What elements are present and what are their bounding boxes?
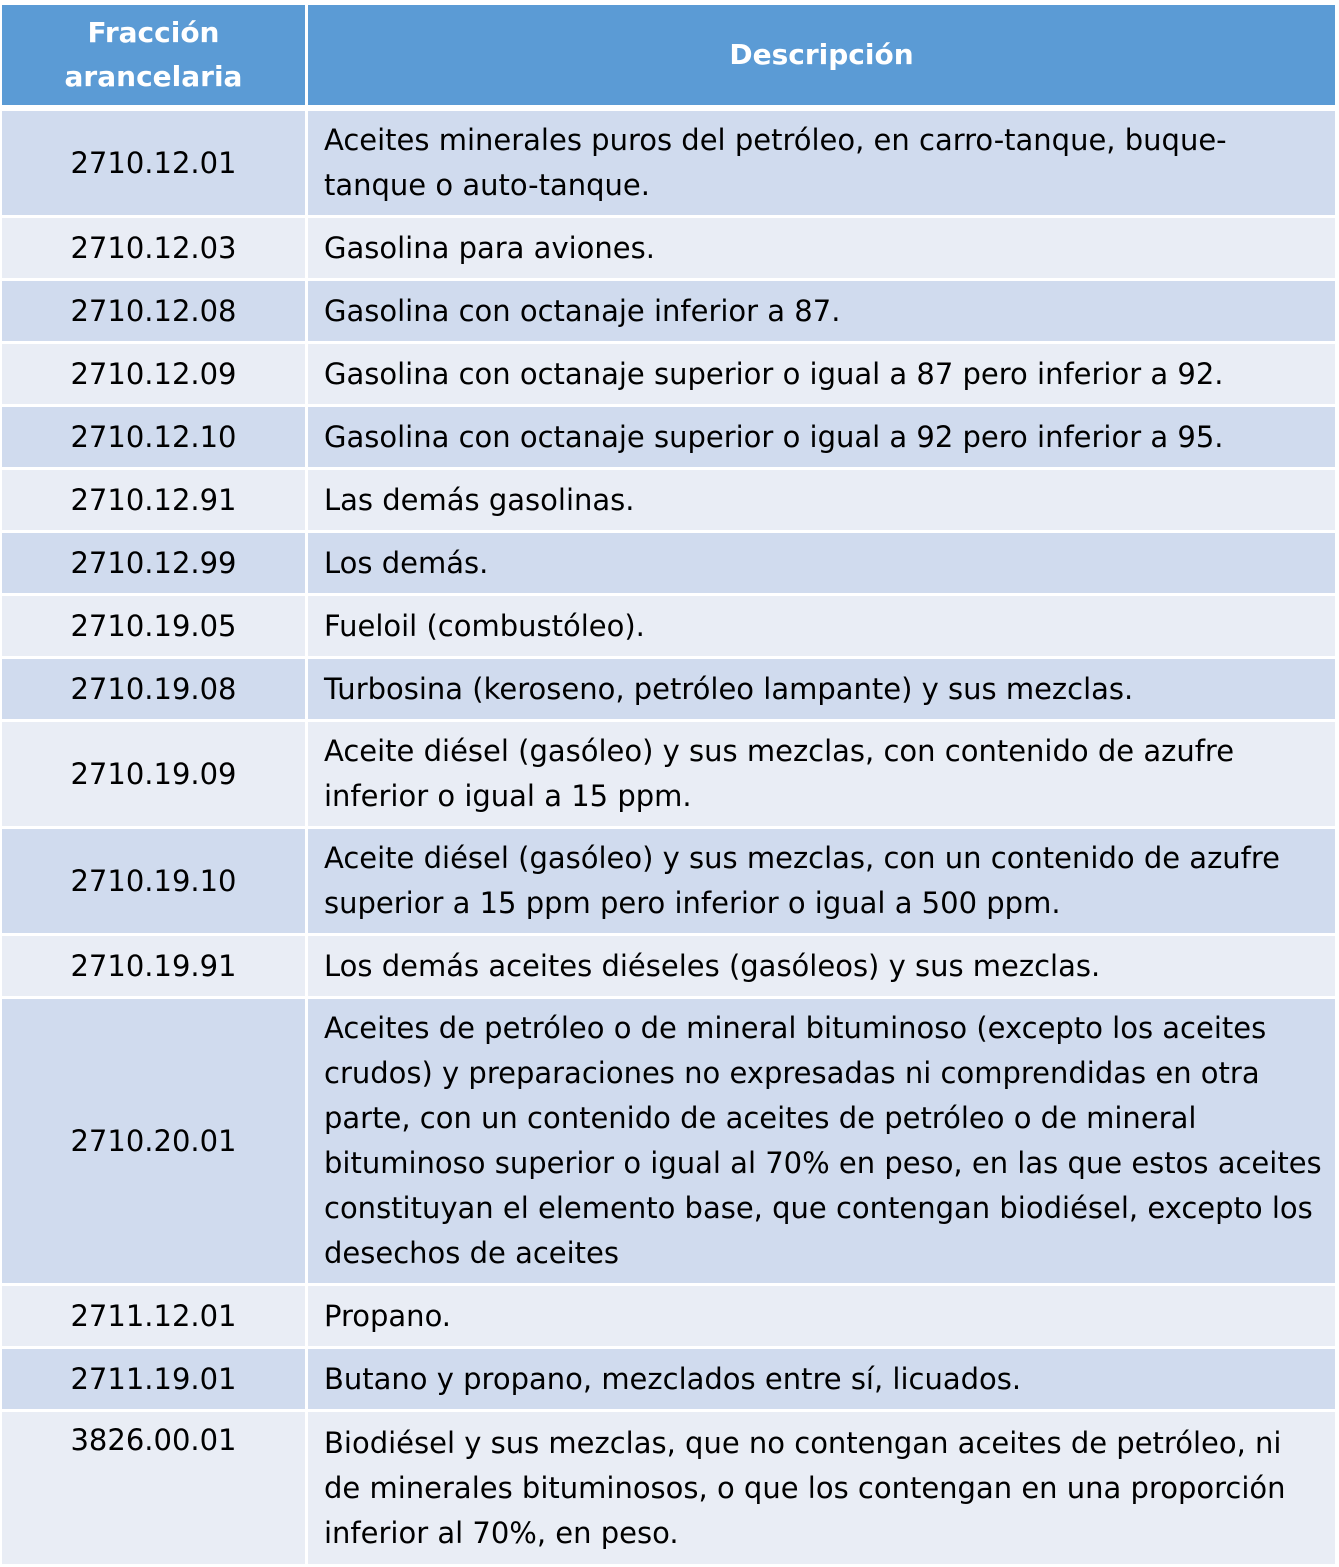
table-row: [2, 407, 1335, 470]
description-cell: Gasolina para aviones.: [308, 218, 1335, 281]
table-row: [2, 936, 1335, 999]
tariff-code-cell: 2711.12.01: [2, 1286, 308, 1349]
table-row: [2, 1286, 1335, 1349]
table-row: [2, 1412, 1335, 1567]
description-cell: Los demás aceites diéseles (gasóleos) y sus mezclas.: [308, 936, 1335, 999]
description-cell: Aceite diésel (gasóleo) y sus mezclas, con contenido de azufre inferior o igual a 15 ppm.: [308, 722, 1335, 829]
tariff-code-cell: 2710.12.91: [2, 470, 308, 533]
table-row: [2, 281, 1335, 344]
tariff-code-cell: 2711.19.01: [2, 1349, 308, 1412]
tariff-code-cell: 2710.19.08: [2, 659, 308, 722]
tariff-code-cell: 2710.12.99: [2, 533, 308, 596]
table-row: [2, 999, 1335, 1286]
table-row: [2, 111, 1335, 218]
description-cell: Aceites de petróleo o de mineral bituminoso (excepto los aceites crudos) y preparaciones no expresadas ni comprendidas en otra parte, con un contenido de aceites de petróleo o de mineral bituminoso superior o igual al 70% en peso, en las que estos aceites constituyan el elemento base, que contengan biodiésel, excepto los desechos de aceites: [308, 999, 1335, 1286]
table-row: [2, 722, 1335, 829]
tariff-code-cell: 2710.12.03: [2, 218, 308, 281]
column-header-fraccion: Fracción arancelaria: [2, 5, 308, 111]
tariff-code-cell: 2710.19.10: [2, 829, 308, 936]
table-row: [2, 829, 1335, 936]
description-cell: Las demás gasolinas.: [308, 470, 1335, 533]
table-row: [2, 659, 1335, 722]
table-row: [2, 470, 1335, 533]
description-cell: Aceites minerales puros del petróleo, en carro-tanque, buque-tanque o auto-tanque.: [308, 111, 1335, 218]
tariff-code-cell: 2710.19.05: [2, 596, 308, 659]
description-cell: Gasolina con octanaje inferior a 87.: [308, 281, 1335, 344]
description-cell: Fueloil (combustóleo).: [308, 596, 1335, 659]
tariff-code-cell: 2710.12.09: [2, 344, 308, 407]
table-header-row: [2, 5, 1335, 111]
tariff-code-cell: 3826.00.01: [2, 1412, 308, 1567]
tariff-code-cell: 2710.20.01: [2, 999, 308, 1286]
tariff-table: [2, 5, 1335, 1567]
table-row: [2, 533, 1335, 596]
tariff-code-cell: 2710.19.09: [2, 722, 308, 829]
description-cell: Biodiésel y sus mezclas, que no contengan aceites de petróleo, ni de minerales bituminosos, o que los contengan en una proporción inferior al 70%, en peso.: [308, 1412, 1335, 1567]
description-cell: Turbosina (keroseno, petróleo lampante) y sus mezclas.: [308, 659, 1335, 722]
table-row: [2, 596, 1335, 659]
tariff-table-container: [2, 5, 1335, 1567]
description-cell: Gasolina con octanaje superior o igual a 92 pero inferior a 95.: [308, 407, 1335, 470]
table-row: [2, 218, 1335, 281]
description-cell: Los demás.: [308, 533, 1335, 596]
tariff-code-cell: 2710.12.08: [2, 281, 308, 344]
tariff-code-cell: 2710.12.10: [2, 407, 308, 470]
tariff-code-cell: 2710.19.91: [2, 936, 308, 999]
column-header-descripcion: Descripción: [308, 5, 1335, 111]
table-row: [2, 1349, 1335, 1412]
description-cell: Propano.: [308, 1286, 1335, 1349]
tariff-code-cell: 2710.12.01: [2, 111, 308, 218]
description-cell: Aceite diésel (gasóleo) y sus mezclas, con un contenido de azufre superior a 15 ppm pero inferior o igual a 500 ppm.: [308, 829, 1335, 936]
table-row: [2, 344, 1335, 407]
description-cell: Gasolina con octanaje superior o igual a 87 pero inferior a 92.: [308, 344, 1335, 407]
description-cell: Butano y propano, mezclados entre sí, licuados.: [308, 1349, 1335, 1412]
